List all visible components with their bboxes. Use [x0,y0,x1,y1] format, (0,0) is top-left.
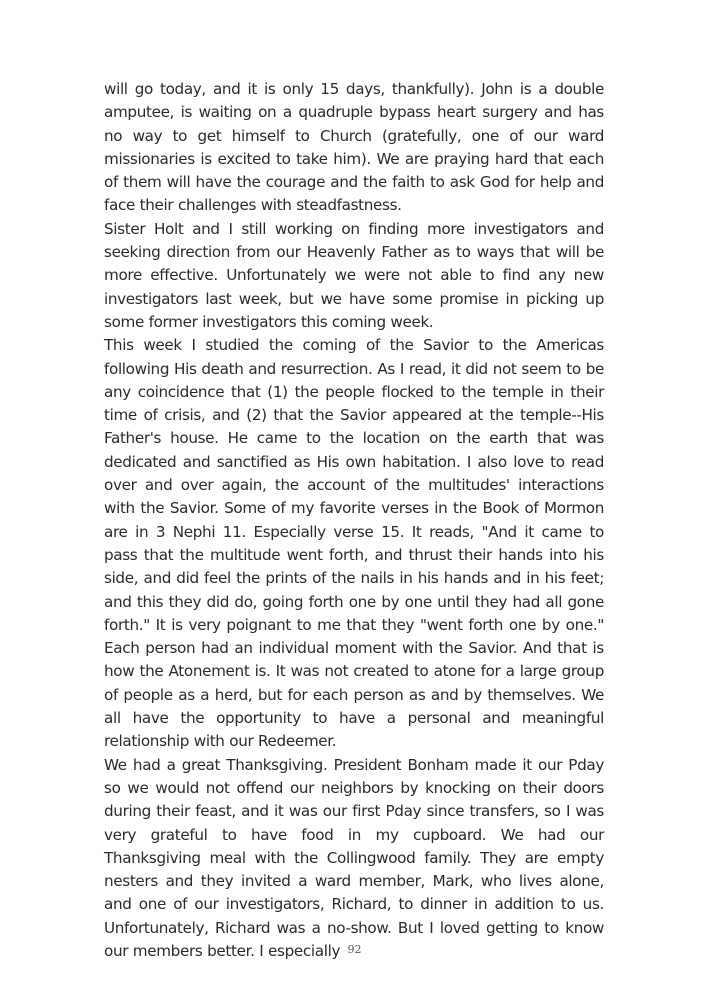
page-number: 92 [347,943,362,956]
paragraph-1: will go today, and it is only 15 days, thankfully). John is a double amputee, is waiting on a quadruple bypass heart surgery and has no way to get himself to Church (gratefully, one of our ward missionaries is excited to take him). We are praying hard that each of them will have the courage and the faith to ask God for help and face their challenges with steadfastness. [104,80,604,215]
paragraph-2: Sister Holt and I still working on finding more investigators and seeking direction from our Heavenly Father as to ways that will be more effective. Unfortunately we were not able to find any new investigators last week, but we have some promise in picking up some former investigators this coming week. [104,219,604,331]
body-text [104,78,604,963]
paragraph-3: This week I studied the coming of the Savior to the Americas following His death and resurrection. As I read, it did not seem to be any coincidence that (1) the people flocked to the temple in their time of crisis, and (2) that the Savior appeared at the temple--His Father's house. He came to the location on the earth that was dedicated and sanctified as His own habitation. I also love to read over and over again, the account of the multitudes' interactions with the Savior. Some of my favorite verses in the Book of Mormon are in 3 Nephi 11. Especially verse 15. It reads, "And it came to pass that the multitude went forth, and thrust their hands into his side, and did feel the prints of the nails in his hands and in his feet; and this they did do, going forth one by one until they had all gone forth." It is very poignant to me that they "went forth one by one." Each person had an individual moment with the Savior. And that is how the Atonement is. It was not created to atone for a large group of people as a herd, but for each person as and by themselves. We all have the opportunity to have a personal and meaningful relationship with our Redeemer. [104,336,604,751]
paragraph-4: We had a great Thanksgiving. President Bonham made it our Pday so we would not offend our neighbors by knocking on their doors during their feast, and it was our first Pday since transfers, so I was very grateful to have food in my cupboard. We had our Thanksgiving meal with the Collingwood family. They are empty nesters and they invited a ward member, Mark, who lives alone, and one of our investigators, Richard, to dinner in addition to us. Unfortunately, Richard was a no-show. But I loved getting to know our members better. I especially [104,755,604,960]
